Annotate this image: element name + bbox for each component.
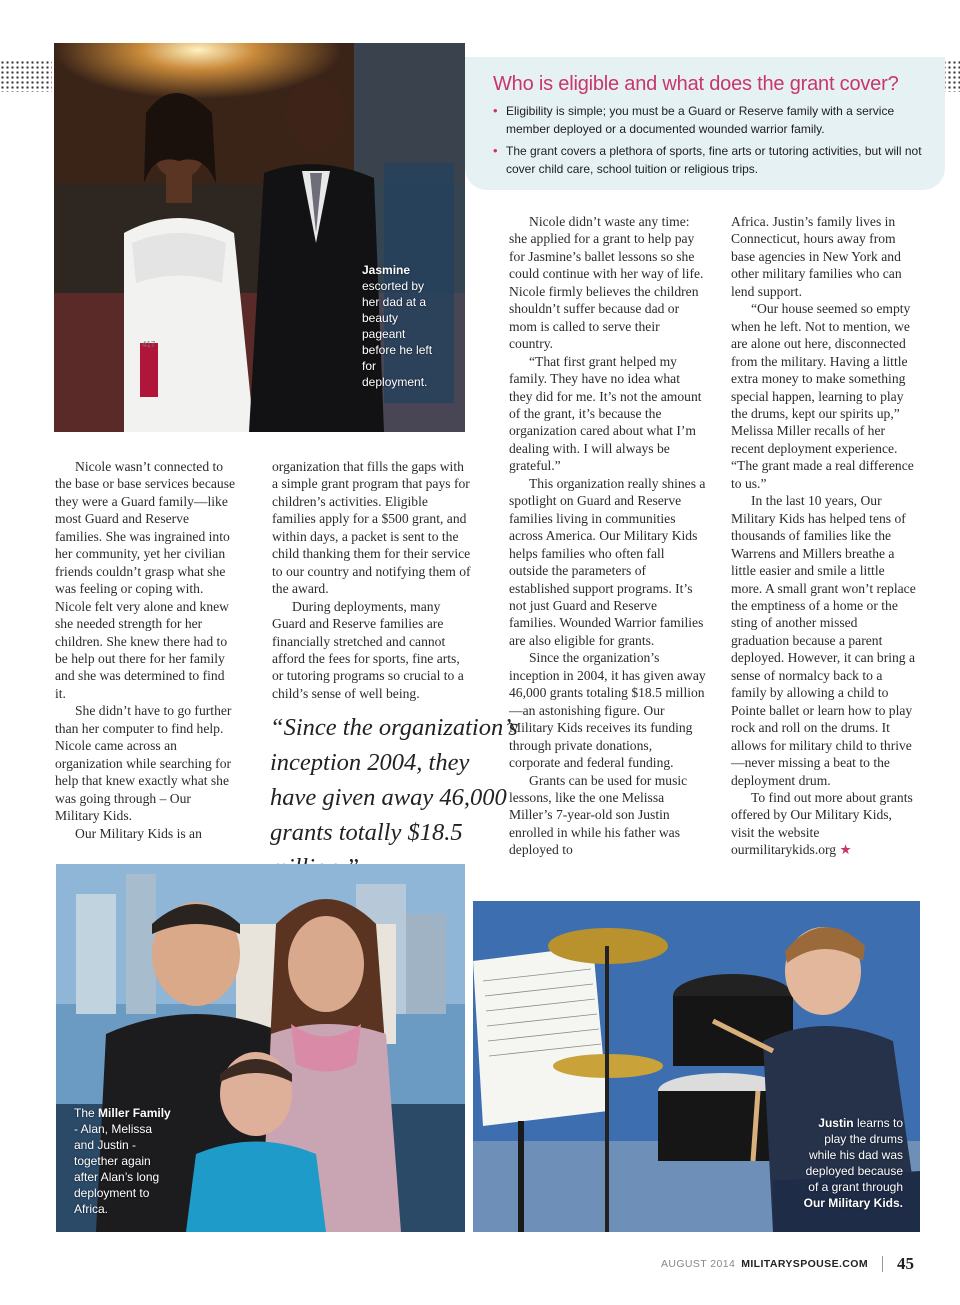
paragraph: Nicole wasn’t connected to the base or base services because they were a Guard family—like most Guard and Reserve families. She was ingrained into her community, yet her civilian friends couldn’t grasp what she was feeling or coping with. Nicole felt very alone and knew she needed strength for her children. She knew there had to be help out there for her family and she was determined to find it. (55, 459, 236, 701)
paragraph: This organization really shines a spotlight on Guard and Reserve families living in communities across America. Our Military Kids helps families who often fall outside the parameters of established support programs. It’s not just Guard and Reserve families. Wounded Warrior families are also eligible for grants. (509, 475, 706, 648)
issue-date: AUGUST 2014 (660, 1258, 736, 1270)
sidebar-bullet: • The grant covers a plethora of sports, fine arts or tutoring activities, but will not cover child care, school tuition or religious trips. (493, 142, 925, 178)
page-footer (661, 1254, 914, 1274)
site-name: MILITARYSPOUSE.COM (741, 1258, 868, 1270)
paragraph: Africa. Justin’s family lives in Connecticut, hours away from base agencies in New York and other military families who can lend support. (731, 214, 902, 299)
pageant-number-tag: 417 (142, 340, 156, 349)
paragraph: In the last 10 years, Our Military Kids has helped tens of thousands of families like the Warrens and Millers breathe a little easier and smile a little more. A small grant won’t replace the emptiness of a home or the sting of another missed graduation because a parent deployed. However, it can bring a sense of normalcy back to a family by allowing a child to Pointe ballet or learn how to play rock and roll on the drums. It allows for military child to thrive—never missing a beat to the deployment drum. (731, 493, 916, 788)
article-column-1 (55, 458, 236, 842)
article-column-3 (509, 213, 706, 859)
paragraph: Grants can be used for music lessons, like the one Melissa Miller’s 7-year-old son Justin enrolled in while his father was deployed to (509, 772, 688, 858)
dot-pattern-left (0, 60, 52, 92)
sidebar-bullet: • Eligibility is simple; you must be a Guard or Reserve family with a service member deployed or a documented wounded warrior family. (493, 102, 925, 138)
footer-divider (882, 1256, 883, 1272)
caption-name-justin: Justin (818, 1116, 854, 1130)
paragraph: “That first grant helped my family. They have no idea what they did for me. It’s not the amount of the grant, it’s because the organization cared about what I’m dealing with. I will always be grateful.” (509, 353, 702, 474)
photo-family-caption (74, 1105, 174, 1217)
page-number: 45 (897, 1254, 914, 1273)
eligibility-sidebar (465, 57, 945, 190)
sidebar-bullet-list (493, 102, 925, 178)
caption-text: - Alan, Melissa and Justin - together again after Alan’s long deployment to Africa. (74, 1122, 160, 1216)
photo-drums-caption (800, 1115, 903, 1211)
paragraph: Our Military Kids is an (75, 825, 202, 841)
paragraph: During deployments, many Guard and Reserve families are financially stretched and cannot afford the fees for sports, fine arts, or tutoring programs so crucial to a child’s sense of well being. (272, 598, 464, 701)
caption-name-miller-family: Miller Family (98, 1106, 171, 1120)
paragraph: organization that fills the gaps with a simple grant program that pays for children’s activities. Eligible families apply for a $500 grant, and within days, a packet is sent to the child thanking them for their service to our country and notifying them of the award. (272, 459, 471, 597)
paragraph: Since the organization’s inception in 2004, it has given away 46,000 grants totaling $18.5 million—an astonishing figure. Our Military Kids receives its funding through private donations, corporate and federal funding. (509, 650, 706, 771)
article-column-2 (272, 458, 472, 702)
paragraph (731, 789, 916, 859)
caption-text: escorted by her dad at a beauty pageant before he left for deployment. (362, 279, 433, 389)
paragraph: She didn’t have to go further than her computer to find help. Nicole came across an organization while searching for help that knew exactly what she was going through – Our Military Kids. (55, 703, 232, 824)
photo-jasmine-caption (362, 262, 442, 390)
pull-quote: “Since the organization’s inception 2004, they have given away 46,000 grants totally $18.5 (270, 714, 518, 846)
paragraph: Nicole didn’t waste any time: she applied for a grant to help pay for Jasmine’s ballet lessons so she could continue with her way of life. Nicole firmly believes the children shouldn’t suffer because dad or mom is called to serve their country. (509, 214, 704, 352)
caption-name-jasmine: Jasmine (362, 263, 411, 277)
sidebar-title: Who is eligible and what does the grant cover? (493, 73, 899, 95)
paragraph: “Our house seemed so empty when he left. Not to mention, we are alone out here, disconnected from the military. Having a little extra money to make something special happen, learning to play the drums, kept our spirits up,” Melissa Miller recalls of her recent deployment experience. “The grant made a real difference to us.” (731, 301, 914, 491)
caption-text: learns to play the drums while his dad was deployed because of a grant through (805, 1116, 903, 1194)
closing-paragraph-text: To find out more about grants offered by Our Military Kids, visit the website ourmilitarykids.org (731, 789, 913, 858)
caption-org-name: Our Military Kids. (803, 1196, 903, 1210)
caption-prefix: The (74, 1106, 95, 1120)
end-star-icon: ★ (839, 842, 852, 858)
article-column-4 (731, 213, 916, 859)
